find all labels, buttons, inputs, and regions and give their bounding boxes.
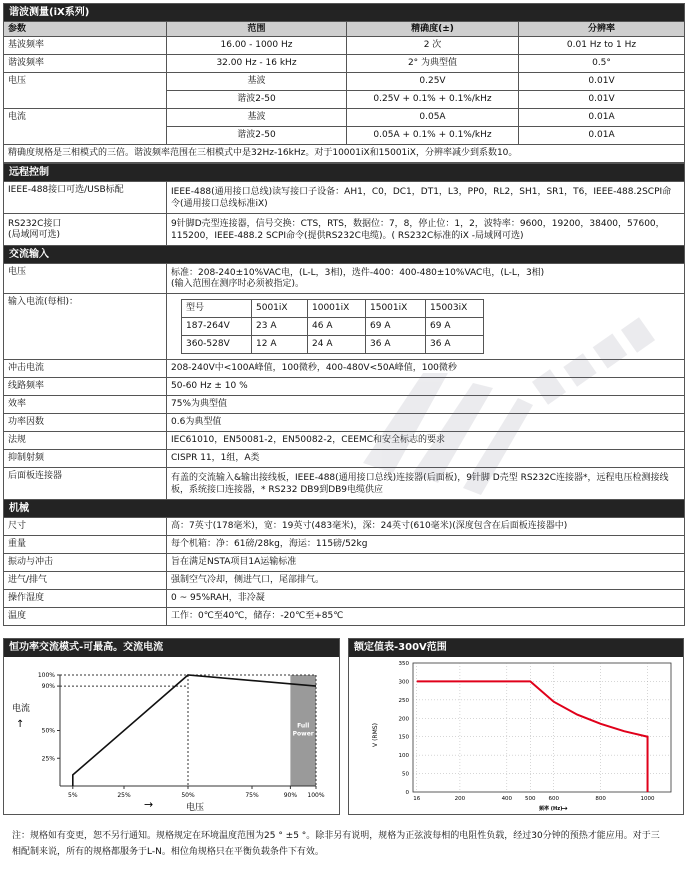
fundamental-range: 16.00 - 1000 Hz: [167, 37, 347, 55]
voltage-res2: 0.01V: [519, 91, 685, 109]
spec-label: 线路频率: [4, 378, 167, 396]
y-tick-label: 50%: [41, 727, 55, 735]
header-accuracy: 精确度(±): [347, 22, 519, 37]
x-tick-label: 400: [501, 796, 513, 802]
y-tick-label: 90%: [41, 683, 55, 691]
spec-value: 强制空气冷却，侧进气口，尾部排气。: [167, 572, 685, 590]
spec-sheet: [3, 3, 684, 813]
spec-value: 每个机箱：净：61磅/28kg，海运：115磅/52kg: [167, 536, 685, 554]
spec-label: 效率: [4, 396, 167, 414]
table-cell: 36 A: [426, 336, 484, 354]
series-line: [73, 675, 316, 786]
full-power-label-1: Full: [297, 722, 310, 730]
ieee-label: IEEE-488接口可选/USB标配: [4, 182, 167, 214]
fundamental-accuracy: 2 次: [347, 37, 519, 55]
current-sub1: 基波: [167, 109, 347, 127]
current-table-header: 10001iX: [308, 300, 366, 318]
power-current-chart: [4, 657, 339, 814]
current-res2: 0.01A: [519, 127, 685, 145]
current-res1: 0.01A: [519, 109, 685, 127]
current-acc1: 0.05A: [347, 109, 519, 127]
x-axis-arrow: →: [561, 804, 568, 813]
fundamental-label: 基波频率: [4, 37, 167, 55]
x-tick-label: 200: [454, 796, 466, 802]
harmonic-title: 谐波测量(iX系列): [4, 4, 685, 22]
harm-freq-accuracy: 2° 为典型值: [347, 55, 519, 73]
rear-panel-label: 后面板连接器: [4, 468, 167, 500]
rating-chart: [349, 657, 683, 814]
voltage-acc2: 0.25V + 0.1% + 0.1%/kHz: [347, 91, 519, 109]
chart-left: [3, 638, 340, 815]
x-tick-label: 600: [548, 796, 559, 802]
voltage-sub1: 基波: [167, 73, 347, 91]
table-cell: 24 A: [308, 336, 366, 354]
table-cell: 12 A: [252, 336, 308, 354]
current-acc2: 0.05A + 0.1% + 0.1%/kHz: [347, 127, 519, 145]
fundamental-resolution: 0.01 Hz to 1 Hz: [519, 37, 685, 55]
rear-panel-value: 有盖的交流输入&输出接线板，IEEE-488(通用接口总线)连接器(后面板)，9针脚 D壳型 RS232C连接器*，远程电压检测接线板，系统接口连接器，* RS232 DB9到DB9电缆供应: [167, 468, 685, 500]
y-tick-label: 350: [398, 661, 409, 667]
chart-right: [348, 638, 684, 815]
charts-area: [3, 638, 684, 815]
spec-label: 法规: [4, 432, 167, 450]
harm-freq-resolution: 0.5°: [519, 55, 685, 73]
x-tick-label: 50%: [181, 792, 195, 799]
x-axis-arrow: →: [144, 798, 154, 811]
mechanical-title: 机械: [4, 500, 685, 518]
ieee-value: IEEE-488(通用接口总线)读写接口子设备：AH1，C0，DC1，DT1，L3，PP0，RL2，SH1，SR1，T6，IEEE-488.2SCPI命令(通用接口总线标准iX): [167, 182, 685, 214]
ac-voltage-label: 电压: [4, 264, 167, 294]
spec-value: 50-60 Hz ± 10 %: [167, 378, 685, 396]
y-tick-label: 150: [398, 734, 409, 741]
rs232-label: RS232C接口: [8, 218, 62, 229]
y-tick-label: 100: [398, 753, 409, 760]
current-table-header: 5001iX: [252, 300, 308, 318]
x-axis-title: 频率 (Hz): [539, 806, 563, 812]
spec-label: 重量: [4, 536, 167, 554]
table-cell: 46 A: [308, 318, 366, 336]
y-tick-label: 50: [402, 771, 409, 778]
current-table-header: 15001iX: [366, 300, 426, 318]
spec-value: 旨在满足NSTA项目1A运输标准: [167, 554, 685, 572]
spec-label: 抑制射频: [4, 450, 167, 468]
table-row: [182, 318, 484, 336]
x-tick-label: 100%: [307, 792, 325, 799]
rs232-value: 9针脚D壳型连接器，信号交换：CTS，RTS，数据位：7，8，停止位：1，2，波特率：9600，19200，38400，57600，115200，IEEE-488.2 SCPI命令(提供RS232C电缆)。( RS232C标准的iX -局域网可选): [167, 214, 685, 246]
ac-voltage-cell: [167, 264, 685, 294]
table-cell: 23 A: [252, 318, 308, 336]
x-tick-label: 75%: [245, 792, 259, 799]
table-row: [182, 336, 484, 354]
y-tick-label: 200: [398, 716, 409, 723]
x-tick-label: 1000: [640, 796, 655, 802]
spec-value: CISPR 11，1组，A类: [167, 450, 685, 468]
input-current-table: [181, 299, 484, 354]
current-label: 电流: [4, 109, 167, 145]
table-cell: 36 A: [366, 336, 426, 354]
x-tick-label: 25%: [117, 792, 131, 799]
y-tick-label: 0: [405, 790, 409, 796]
x-axis-title: 电压: [186, 803, 205, 813]
spec-label: 进气/排气: [4, 572, 167, 590]
spec-label: 振动与冲击: [4, 554, 167, 572]
rs232-label-cell: [4, 214, 167, 246]
ac-current-label: 输入电流(每相)：: [4, 294, 167, 360]
current-table-header: 15003iX: [426, 300, 484, 318]
voltage-sub2: 谐波2-50: [167, 91, 347, 109]
x-tick-label: 90%: [283, 792, 298, 799]
spec-label: 冲击电流: [4, 360, 167, 378]
spec-value: 工作：0℃至40℃，储存：-20℃至+85℃: [167, 608, 685, 626]
series-line: [417, 681, 648, 792]
y-tick-label: 250: [398, 697, 409, 704]
voltage-label: 电压: [4, 73, 167, 109]
y-tick-label: 100%: [37, 672, 55, 679]
remote-title: 远程控制: [4, 164, 685, 182]
y-axis-title: 电流: [12, 704, 31, 714]
voltage-acc1: 0.25V: [347, 73, 519, 91]
y-axis-title: V (RMS): [372, 723, 379, 747]
footnote: 注：规格如有变更，恕不另行通知。规格规定在环境温度范围为25 ° ±5 °。除非另有说明，规格为正弦波每相的电阻性负载，经过30分钟的预热才能应用。对于三相配制来说，所有的规格都服务于L-N。相位角规格只在平衡负载条件下有效。: [12, 831, 660, 857]
header-param: 参数: [4, 22, 167, 37]
spec-table: [3, 163, 685, 626]
rs232-label-lan: (局域网可选): [8, 229, 61, 240]
header-resolution: 分辨率: [519, 22, 685, 37]
harmonic-note: 精确度规格是三相模式的三倍。谐波频率范围在三相模式中是32Hz-16kHz。对于10001iX和15001iX，分辨率减少到系数10。: [4, 145, 685, 163]
y-tick-label: 25%: [41, 755, 55, 763]
spec-value: 高：7英寸(178毫米)，宽：19英寸(483毫米)，深：24英寸(610毫米)(深度包含在后面板连接器中): [167, 518, 685, 536]
table-cell: 360-528V: [182, 336, 252, 354]
y-axis-arrow: ↑: [16, 719, 25, 730]
table-cell: 69 A: [366, 318, 426, 336]
spec-value: 0.6为典型值: [167, 414, 685, 432]
spec-value: IEC61010，EN50081-2，EN50082-2，CEEMC和安全标志的要求: [167, 432, 685, 450]
x-tick-label: 5%: [68, 792, 78, 799]
spec-label: 温度: [4, 608, 167, 626]
harm-freq-range: 32.00 Hz - 16 kHz: [167, 55, 347, 73]
header-range: 范围: [167, 22, 347, 37]
spec-value: 0 ~ 95%RAH，非冷凝: [167, 590, 685, 608]
current-sub2: 谐波2-50: [167, 127, 347, 145]
harm-freq-label: 谐波频率: [4, 55, 167, 73]
x-tick-label: 16: [413, 796, 421, 802]
chart-left-title: 恒功率交流模式-可最高。交流电流: [4, 639, 339, 657]
spec-label: 尺寸: [4, 518, 167, 536]
current-table-header: 型号: [182, 300, 252, 318]
harmonic-table: [3, 3, 685, 163]
spec-label: 操作湿度: [4, 590, 167, 608]
table-cell: 69 A: [426, 318, 484, 336]
voltage-res1: 0.01V: [519, 73, 685, 91]
ac-input-title: 交流输入: [4, 246, 685, 264]
x-tick-label: 500: [525, 796, 536, 802]
x-tick-label: 800: [595, 796, 606, 802]
spec-value: 75%为典型值: [167, 396, 685, 414]
y-tick-label: 300: [398, 679, 409, 686]
spec-value: 208-240V中<100A峰值，100微秒，400-480V<50A峰值，100微秒: [167, 360, 685, 378]
table-cell: 187-264V: [182, 318, 252, 336]
spec-label: 功率因数: [4, 414, 167, 432]
ac-voltage-note: (输入范围在测序时必须被指定)。: [171, 278, 305, 289]
full-power-label-2: Power: [292, 730, 314, 738]
ac-current-cell: [167, 294, 685, 360]
ac-voltage-value: 标准：208-240±10%VAC电，(L-L，3相)，选件-400：400-480±10%VAC电，(L-L，3相): [171, 267, 545, 278]
chart-right-title: 额定值表-300V范围: [349, 639, 683, 657]
